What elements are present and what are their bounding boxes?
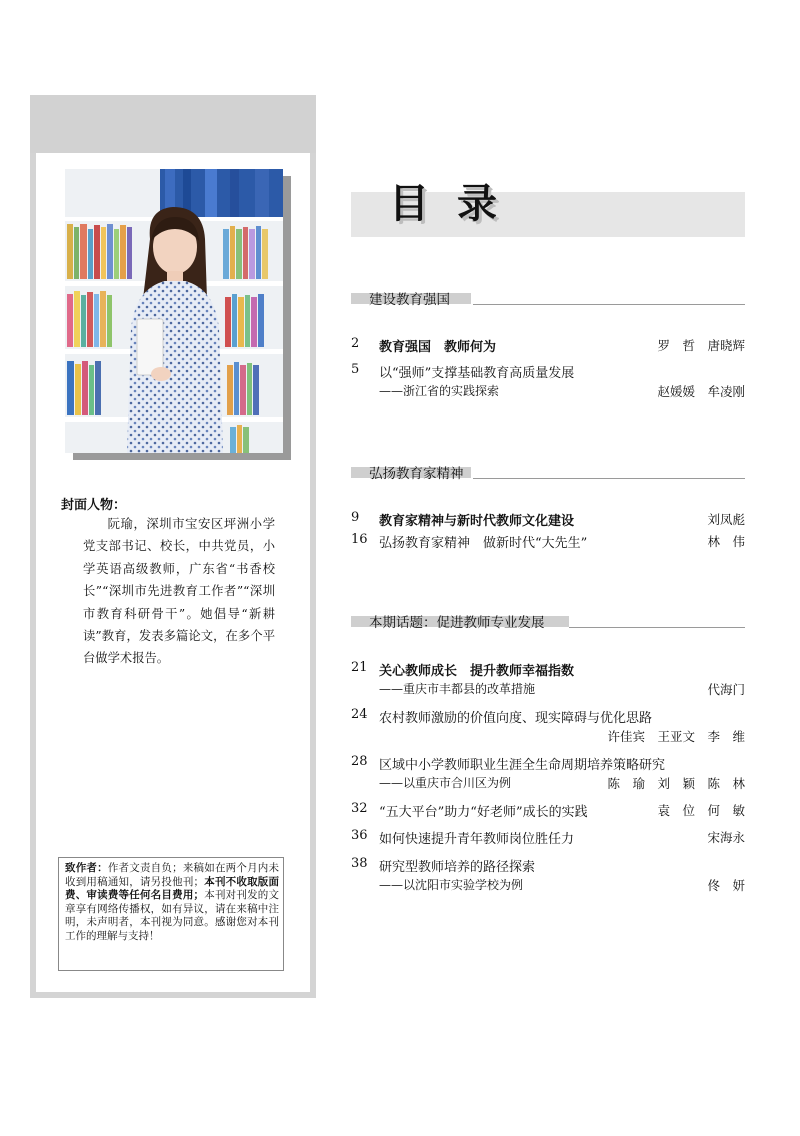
toc-entry[interactable] — [351, 828, 745, 848]
entry-page: 5 — [351, 362, 360, 377]
section-rule — [473, 304, 745, 305]
cover-person-description: 阮瑜，深圳市宝安区坪洲小学党支部书记、校长，中共党员，小学英语高级教师，广东省“书香校长”“深圳市先进教育工作者”“深圳市教育科研骨干”。她倡导“新耕读”教育，发表多篇论文，在多个平台做学术报告。 — [83, 517, 275, 666]
entry-title: 以“强师”支撑基础教育高质量发展 — [379, 366, 575, 381]
sidebar-header-strip — [30, 95, 316, 153]
notice-text-2: 本刊对刊发的文章享有网络传播权，如有异议，请在来稿中注明，未声明者，本刊视为同意。感谢您对本刊工作的理解与支持！ — [65, 889, 280, 942]
entry-title: 研究型教师培养的路径探索 — [379, 860, 536, 875]
entry-subtitle: ——浙江省的实践探索 — [379, 384, 500, 398]
entry-title: 教育强国 教师何为 — [379, 340, 497, 355]
entry-authors: 林 伟 — [707, 534, 745, 549]
cover-person-label: 封面人物： — [61, 498, 127, 513]
author-notice — [58, 857, 284, 971]
notice-label: 致作者： — [65, 862, 108, 874]
entry-page: 32 — [351, 801, 368, 816]
notice-text-bold: 本刊不收取版面费、审读费等任何名目费用； — [65, 875, 280, 902]
entry-page: 28 — [351, 754, 368, 769]
entry-title: 农村教师激励的价值向度、现实障碍与优化思路 — [379, 711, 653, 726]
entry-title: “五大平台”助力“好老师”成长的实践 — [379, 805, 588, 820]
cover-photo-illustration — [65, 169, 283, 453]
entry-title: 如何快速提升青年教师岗位胜任力 — [379, 832, 575, 847]
toc-entry[interactable] — [351, 801, 745, 821]
entry-page: 38 — [351, 856, 368, 871]
toc-entry[interactable] — [351, 856, 745, 896]
section-heading-2 — [351, 464, 745, 482]
entry-subtitle: ——以重庆市合川区为例 — [379, 776, 512, 790]
entry-authors: 佟 妍 — [707, 878, 745, 893]
section-label: 弘扬教育家精神 — [369, 466, 464, 482]
sidebar — [30, 95, 316, 998]
toc-entry[interactable] — [351, 336, 745, 356]
entry-authors: 袁 位 何 敏 — [657, 803, 745, 818]
entry-page: 2 — [351, 336, 360, 351]
entry-authors: 刘凤彪 — [707, 512, 745, 527]
section-label: 建设教育强国 — [369, 292, 450, 308]
section-heading-1 — [351, 290, 745, 308]
section-heading-3 — [351, 613, 745, 631]
entry-title: 弘扬教育家精神 做新时代“大先生” — [379, 536, 588, 551]
entry-page: 16 — [351, 532, 368, 547]
cover-photo — [65, 169, 283, 453]
toc-entry[interactable] — [351, 532, 745, 552]
notice-text-1: 作者文责自负；来稿如在两个月内未收到用稿通知，请另投他刊； — [65, 862, 280, 888]
sidebar-panel — [36, 153, 310, 992]
entry-page: 21 — [351, 660, 368, 675]
section-label: 本期话题：促进教师专业发展 — [369, 615, 545, 631]
toc-entry[interactable] — [351, 510, 745, 530]
toc-entry[interactable] — [351, 362, 745, 402]
toc-entry[interactable] — [351, 754, 745, 794]
section-rule — [473, 478, 745, 479]
entry-page: 36 — [351, 828, 368, 843]
entry-authors: 陈 瑜 刘 颖 陈 林 — [607, 776, 745, 791]
toc-entry[interactable] — [351, 660, 745, 700]
entry-authors: 许佳宾 王亚文 李 维 — [607, 729, 745, 744]
entry-authors: 宋海永 — [707, 830, 745, 845]
section-rule — [569, 627, 745, 628]
entry-subtitle: ——重庆市丰都县的改革措施 — [379, 682, 536, 696]
entry-title: 教育家精神与新时代教师文化建设 — [379, 514, 575, 529]
entry-authors: 代海门 — [707, 682, 745, 697]
entry-subtitle: ——以沈阳市实验学校为例 — [379, 878, 524, 892]
entry-title: 区域中小学教师职业生涯全生命周期培养策略研究 — [379, 758, 666, 773]
toc-entry[interactable] — [351, 707, 745, 747]
entry-authors: 赵媛媛 牟凌刚 — [657, 384, 745, 399]
entry-page: 24 — [351, 707, 368, 722]
entry-page: 9 — [351, 510, 360, 525]
entry-title: 关心教师成长 提升教师幸福指数 — [379, 664, 575, 679]
toc-title: 目录 — [389, 181, 525, 227]
entry-authors: 罗 哲 唐晓辉 — [657, 338, 745, 353]
